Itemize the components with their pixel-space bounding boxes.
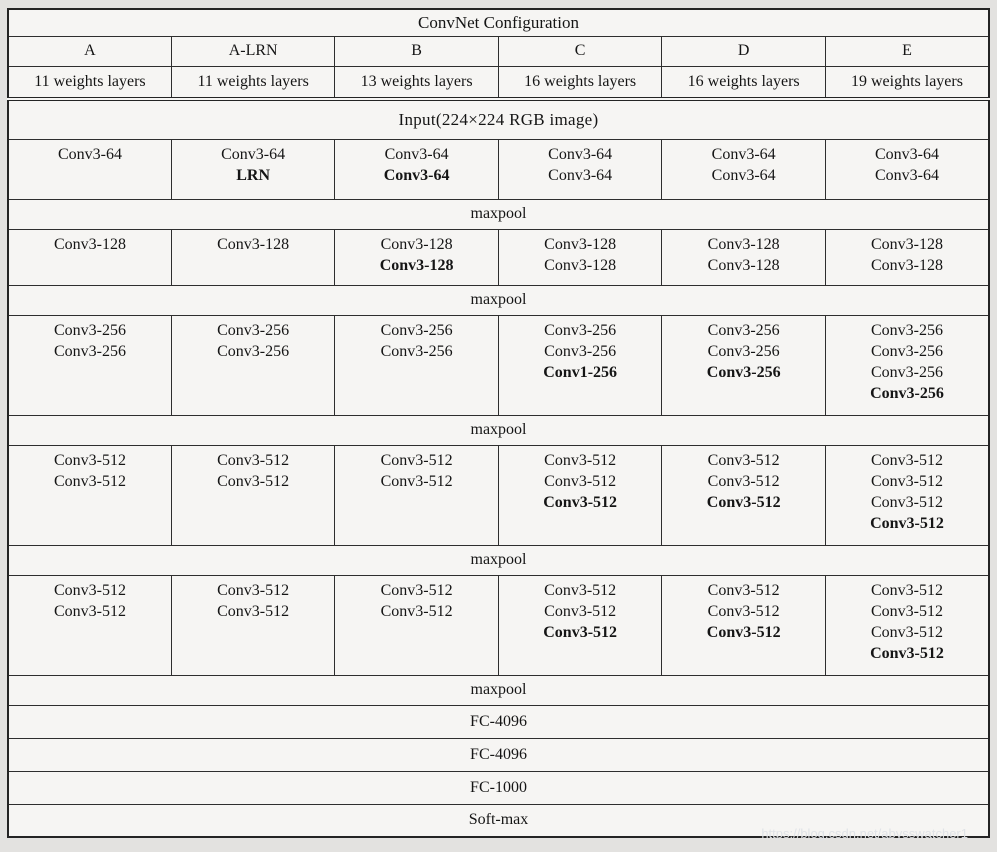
weights-label-e: 19 weights layers xyxy=(825,66,989,99)
conv-layer-label: Conv3-512 xyxy=(870,581,943,599)
conv-layer-label: Conv3-512 xyxy=(707,602,780,620)
conv-layer-label: Conv3-128 xyxy=(217,235,290,253)
conv-cell-d-conv512a xyxy=(662,445,826,545)
column-header-e: E xyxy=(825,36,989,66)
conv-layer-label: Conv3-64 xyxy=(874,166,939,184)
conv-cell-a-lrn-conv512a xyxy=(171,445,334,545)
conv-block-row-conv64 xyxy=(8,139,989,199)
conv-layer-label: Conv3-64 xyxy=(221,145,286,163)
column-header-d: D xyxy=(662,36,826,66)
title-row xyxy=(8,9,989,36)
conv-layer-label: Conv3-512 xyxy=(53,451,126,469)
input-size-cell: Input(224×224 RGB image) xyxy=(8,99,989,139)
conv-block-row-conv128 xyxy=(8,229,989,285)
conv-layer-label: Conv3-256 xyxy=(217,321,290,339)
maxpool-cell: maxpool xyxy=(8,285,989,315)
maxpool-row xyxy=(8,675,989,705)
weights-label-d: 16 weights layers xyxy=(662,66,826,99)
conv-layer-label: Conv3-256 xyxy=(217,342,290,360)
conv-cell-e-conv128 xyxy=(825,229,989,285)
conv-layer-label: Conv3-512 xyxy=(706,623,781,641)
column-letters-row xyxy=(8,36,989,66)
weights-row xyxy=(8,66,989,99)
conv-cell-e-conv512a xyxy=(825,445,989,545)
soft-max-cell: Soft-max xyxy=(8,804,989,837)
maxpool-cell: maxpool xyxy=(8,675,989,705)
conv-block-row-conv256 xyxy=(8,315,989,415)
maxpool-cell: maxpool xyxy=(8,545,989,575)
conv-cell-a-conv256 xyxy=(8,315,171,415)
conv-cell-a-conv512a xyxy=(8,445,171,545)
conv-layer-label: Conv3-512 xyxy=(870,602,943,620)
conv-layer-label: Conv3-512 xyxy=(217,472,290,490)
conv-layer-label: Conv3-128 xyxy=(870,256,943,274)
tail-row-fc-4096 xyxy=(8,738,989,771)
conv-layer-label: Conv3-512 xyxy=(217,602,290,620)
conv-layer-label: Conv3-256 xyxy=(53,321,126,339)
conv-layer-label: Conv3-256 xyxy=(544,321,617,339)
conv-layer-label: Conv3-512 xyxy=(870,623,943,641)
conv-cell-e-conv64 xyxy=(825,139,989,199)
conv-layer-label: LRN xyxy=(236,166,271,184)
convnet-configuration-table xyxy=(7,8,990,838)
conv-layer-label: Conv3-512 xyxy=(380,602,453,620)
maxpool-cell: maxpool xyxy=(8,415,989,445)
conv-cell-a-lrn-conv256 xyxy=(171,315,334,415)
fc-4096-cell: FC-4096 xyxy=(8,705,989,738)
conv-cell-b-conv256 xyxy=(335,315,499,415)
conv-layer-label: Conv3-128 xyxy=(380,235,453,253)
conv-layer-label: Conv3-512 xyxy=(53,602,126,620)
watermark: https://blog.csdn.net/abysswatcher1 xyxy=(761,826,968,841)
conv-layer-label: Conv3-512 xyxy=(870,472,943,490)
conv-layer-label: Conv3-256 xyxy=(707,321,780,339)
conv-layer-label: Conv3-64 xyxy=(548,166,613,184)
conv-cell-c-conv512a xyxy=(498,445,662,545)
conv-layer-label: Conv3-64 xyxy=(384,145,449,163)
conv-layer-label: Conv3-512 xyxy=(543,623,618,641)
conv-layer-label: Conv3-512 xyxy=(380,451,453,469)
conv-cell-a-lrn-conv128 xyxy=(171,229,334,285)
conv-cell-c-conv256 xyxy=(498,315,662,415)
maxpool-row xyxy=(8,545,989,575)
conv-cell-a-lrn-conv512b xyxy=(171,575,334,675)
conv-layer-label: Conv3-256 xyxy=(870,342,943,360)
conv-layer-label: Conv3-512 xyxy=(544,581,617,599)
conv-layer-label: Conv3-512 xyxy=(870,644,944,662)
conv-layer-label: Conv3-256 xyxy=(870,321,943,339)
conv-layer-label: Conv3-512 xyxy=(706,493,781,511)
conv-layer-label: Conv3-256 xyxy=(380,342,453,360)
conv-layer-label: Conv3-512 xyxy=(380,581,453,599)
conv-layer-label: Conv3-64 xyxy=(57,145,122,163)
weights-label-a-lrn: 11 weights layers xyxy=(171,66,334,99)
conv-layer-label: Conv3-512 xyxy=(870,451,943,469)
conv-cell-c-conv128 xyxy=(498,229,662,285)
conv-cell-b-conv512b xyxy=(335,575,499,675)
conv-cell-d-conv128 xyxy=(662,229,826,285)
conv-layer-label: Conv3-64 xyxy=(874,145,939,163)
maxpool-cell: maxpool xyxy=(8,199,989,229)
conv-block-row-conv512a xyxy=(8,445,989,545)
conv-layer-label: Conv3-512 xyxy=(544,472,617,490)
conv-cell-a-conv64 xyxy=(8,139,171,199)
conv-layer-label: Conv3-512 xyxy=(707,451,780,469)
conv-cell-d-conv512b xyxy=(662,575,826,675)
conv-cell-a-conv128 xyxy=(8,229,171,285)
conv-layer-label: Conv3-512 xyxy=(870,514,944,532)
conv-layer-label: Conv3-512 xyxy=(707,472,780,490)
conv-layer-label: Conv3-128 xyxy=(53,235,126,253)
conv-layer-label: Conv3-64 xyxy=(548,145,613,163)
conv-cell-d-conv256 xyxy=(662,315,826,415)
conv-layer-label: Conv3-512 xyxy=(870,493,943,511)
conv-cell-c-conv512b xyxy=(498,575,662,675)
conv-layer-label: Conv3-256 xyxy=(870,384,944,402)
column-header-b: B xyxy=(335,36,499,66)
conv-layer-label: Conv3-64 xyxy=(711,145,776,163)
conv-layer-label: Conv3-256 xyxy=(707,342,780,360)
maxpool-row xyxy=(8,285,989,315)
conv-layer-label: Conv3-128 xyxy=(707,256,780,274)
conv-layer-label: Conv3-256 xyxy=(380,321,453,339)
conv-layer-label: Conv3-64 xyxy=(711,166,776,184)
conv-layer-label: Conv3-128 xyxy=(544,256,617,274)
conv-layer-label: Conv1-256 xyxy=(543,363,618,381)
conv-cell-a-conv512b xyxy=(8,575,171,675)
conv-layer-label: Conv3-128 xyxy=(544,235,617,253)
conv-layer-label: Conv3-512 xyxy=(544,602,617,620)
conv-layer-label: Conv3-512 xyxy=(53,472,126,490)
conv-block-row-conv512b xyxy=(8,575,989,675)
maxpool-row xyxy=(8,415,989,445)
conv-cell-c-conv64 xyxy=(498,139,662,199)
conv-layer-label: Conv3-128 xyxy=(707,235,780,253)
conv-layer-label: Conv3-512 xyxy=(543,493,618,511)
fc-1000-cell: FC-1000 xyxy=(8,771,989,804)
conv-layer-label: Conv3-256 xyxy=(53,342,126,360)
conv-layer-label: Conv3-512 xyxy=(544,451,617,469)
weights-label-b: 13 weights layers xyxy=(335,66,499,99)
conv-cell-d-conv64 xyxy=(662,139,826,199)
conv-layer-label: Conv3-512 xyxy=(53,581,126,599)
column-header-c: C xyxy=(498,36,662,66)
conv-cell-e-conv256 xyxy=(825,315,989,415)
conv-layer-label: Conv3-128 xyxy=(379,256,454,274)
tail-row-fc-1000 xyxy=(8,771,989,804)
conv-layer-label: Conv3-512 xyxy=(217,451,290,469)
conv-layer-label: Conv3-128 xyxy=(870,235,943,253)
conv-cell-b-conv64 xyxy=(335,139,499,199)
conv-cell-e-conv512b xyxy=(825,575,989,675)
maxpool-row xyxy=(8,199,989,229)
weights-label-c: 16 weights layers xyxy=(498,66,662,99)
conv-layer-label: Conv3-512 xyxy=(380,472,453,490)
tail-row-soft-max xyxy=(8,804,989,837)
conv-layer-label: Conv3-64 xyxy=(383,166,450,184)
tail-row-fc-4096 xyxy=(8,705,989,738)
weights-label-a: 11 weights layers xyxy=(8,66,171,99)
conv-layer-label: Conv3-256 xyxy=(870,363,943,381)
input-row xyxy=(8,99,989,139)
fc-4096-cell: FC-4096 xyxy=(8,738,989,771)
conv-layer-label: Conv3-256 xyxy=(544,342,617,360)
column-header-a: A xyxy=(8,36,171,66)
conv-cell-b-conv512a xyxy=(335,445,499,545)
conv-layer-label: Conv3-256 xyxy=(706,363,781,381)
table-title: ConvNet Configuration xyxy=(8,9,989,36)
conv-cell-b-conv128 xyxy=(335,229,499,285)
conv-layer-label: Conv3-512 xyxy=(217,581,290,599)
column-header-a-lrn: A-LRN xyxy=(171,36,334,66)
conv-layer-label: Conv3-512 xyxy=(707,581,780,599)
conv-cell-a-lrn-conv64 xyxy=(171,139,334,199)
